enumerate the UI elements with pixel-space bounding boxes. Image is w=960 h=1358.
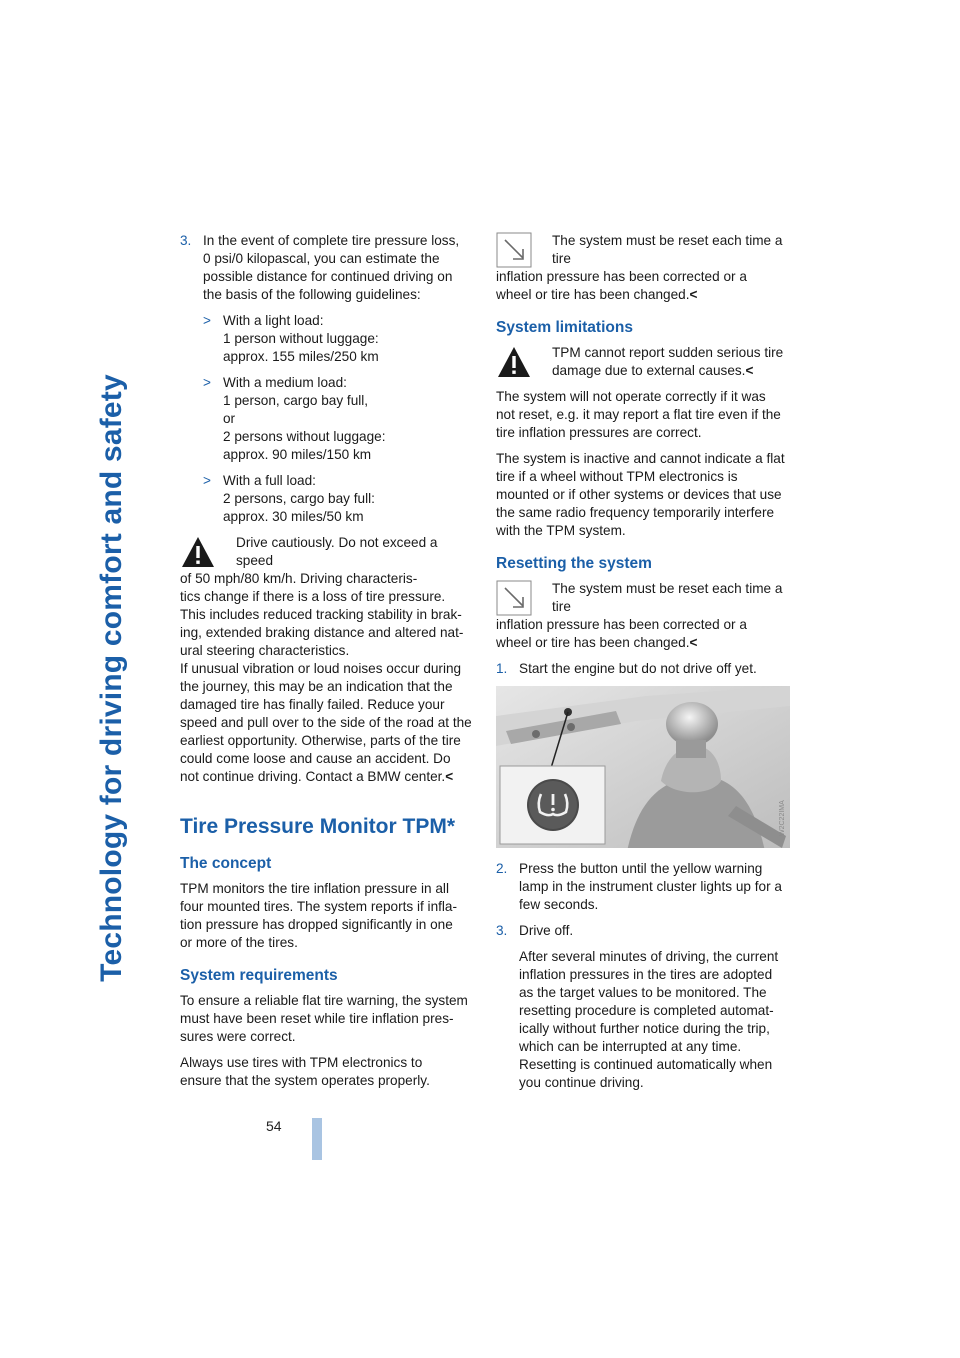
limitations-paragraph-2 [496, 450, 790, 540]
text-line: earliest opportunity. Otherwise, parts of the tire [180, 733, 461, 748]
text-line: TPM cannot report sudden serious tire [552, 345, 784, 360]
text-last: damage due to external causes. [552, 363, 746, 378]
text-line: With a light load: [223, 313, 324, 328]
text-line: 1 person, cargo bay full, [223, 393, 369, 408]
page-number: 54 [266, 1118, 282, 1134]
text-last: wheel or tire has been changed. [496, 287, 690, 302]
text-line: ensure that the system operates properly. [180, 1073, 430, 1088]
text-line: tire if a wheel without TPM electronics is [496, 469, 738, 484]
text-line: This includes reduced tracking stability in brak- [180, 607, 462, 622]
text-last: not continue driving. Contact a BMW center. [180, 769, 446, 784]
text-line-last [180, 768, 474, 786]
text-line: as the target values to be monitored. The [519, 985, 767, 1000]
end-mark: < [689, 287, 698, 302]
heading-limitations: System limitations [496, 319, 633, 336]
text-line: inflation pressure has been corrected or a [496, 269, 747, 284]
text-line: With a full load: [223, 473, 316, 488]
text-line: sures were correct. [180, 1029, 296, 1044]
right-column [496, 232, 790, 1100]
concept-paragraph [180, 880, 474, 952]
text-line: must have been reset while tire inflation pres- [180, 1011, 454, 1026]
text-line: mounted or if other systems or devices that use [496, 487, 782, 502]
text-line: approx. 155 miles/250 km [223, 349, 379, 364]
step-number: 1. [496, 661, 508, 676]
warning-sudden-damage [496, 344, 790, 380]
text-line: Start the engine but do not drive off yet. [519, 661, 757, 676]
text-line: After several minutes of driving, the current [519, 949, 779, 964]
warning-triangle-icon [180, 534, 216, 570]
step-3-distance [180, 232, 474, 304]
text-line: possible distance for continued driving on [203, 269, 453, 284]
reset-step-3 [496, 922, 790, 1092]
bullet-marker: > [203, 313, 211, 328]
text-line: The system must be reset each time a tire [552, 581, 783, 614]
text-line: approx. 30 miles/50 km [223, 509, 364, 524]
reset-step-2 [496, 860, 790, 914]
left-column [180, 232, 474, 1098]
text-line: or more of the tires. [180, 935, 298, 950]
text-line: The system must be reset each time a tire [552, 233, 783, 266]
bullet-marker: > [203, 375, 211, 390]
text-line: with the TPM system. [496, 523, 626, 538]
note-arrow-icon [496, 232, 532, 268]
bullet-light-load [203, 312, 474, 366]
text-line: The system is inactive and cannot indicate a flat [496, 451, 785, 466]
text-line: tics change if there is a loss of tire pressure. [180, 589, 446, 604]
text-line: approx. 90 miles/150 km [223, 447, 372, 462]
heading-concept: The concept [180, 855, 272, 872]
text-line: 0 psi/0 kilopascal, you can estimate the [203, 251, 440, 266]
text-line: few seconds. [519, 897, 599, 912]
text-line: which can be interrupted at any time. [519, 1039, 742, 1054]
text-line: inflation pressures in the tires are adopted [519, 967, 773, 982]
text-line: In the event of complete tire pressure loss, [203, 233, 460, 248]
end-mark: < [745, 363, 754, 378]
text-line: ically without further notice during the trip, [519, 1021, 770, 1036]
reset-step-1 [496, 660, 790, 678]
text-line: lamp in the instrument cluster lights up for a [519, 879, 782, 894]
text-line: If unusual vibration or loud noises occur during [180, 661, 462, 676]
text-line: resetting procedure is completed automat- [519, 1003, 774, 1018]
photo-code: W2C22IMA [779, 800, 786, 836]
text-line: ing, extended braking distance and altered nat- [180, 625, 464, 640]
text-line: 2 persons without luggage: [223, 429, 386, 444]
text-line: Drive off. [519, 923, 574, 938]
requirements-paragraph-1 [180, 992, 474, 1046]
text-line: Press the button until the yellow warning [519, 861, 763, 876]
bullet-medium-load [203, 374, 474, 464]
bullet-full-load [203, 472, 474, 526]
warning-triangle-icon [496, 344, 532, 380]
text-line: ural steering characteristics. [180, 643, 350, 658]
text-line: 2 persons, cargo bay full: [223, 491, 375, 506]
text-line: or [223, 411, 236, 426]
side-title-text: Technology for driving comfort and safety [95, 374, 128, 982]
step-number: 2. [496, 861, 508, 876]
heading-requirements: System requirements [180, 967, 338, 984]
text-line: TPM monitors the tire inflation pressure in all [180, 881, 449, 896]
step-number: 3. [496, 923, 508, 938]
text-line-last [496, 286, 790, 304]
text-line: the basis of the following guidelines: [203, 287, 421, 302]
text-line: inflation pressure has been corrected or a [496, 617, 747, 632]
text-line: of 50 mph/80 km/h. Driving characteris- [180, 571, 418, 586]
end-mark: < [445, 769, 454, 784]
step-number: 3. [180, 233, 192, 248]
note-reset-required-2 [496, 580, 790, 652]
text-line: tion pressure has dropped significantly in one [180, 917, 453, 932]
text-line: With a medium load: [223, 375, 347, 390]
heading-tpm: Tire Pressure Monitor TPM* [180, 815, 456, 838]
text-line-last [496, 634, 790, 652]
text-line: speed and pull over to the side of the road at the [180, 715, 472, 730]
end-mark: < [689, 635, 698, 650]
text-line: not reset, e.g. it may report a flat tire even if the [496, 407, 781, 422]
text-line: damaged tire has finally failed. Reduce your [180, 697, 445, 712]
text-line: tire inflation pressures are correct. [496, 425, 702, 440]
note-reset-required [496, 232, 790, 304]
text-line: Resetting is continued automatically when [519, 1057, 773, 1072]
text-line: Always use tires with TPM electronics to [180, 1055, 423, 1070]
text-line: To ensure a reliable flat tire warning, the system [180, 993, 468, 1008]
page-number-bar [312, 1118, 322, 1160]
text-line: the same radio frequency temporarily interfere [496, 505, 775, 520]
bullet-marker: > [203, 473, 211, 488]
text-line: could come loose and cause an accident. Do [180, 751, 451, 766]
text-line: you continue driving. [519, 1075, 644, 1090]
note-arrow-icon [496, 580, 532, 616]
heading-resetting: Resetting the system [496, 555, 652, 572]
warning-drive-cautiously [180, 534, 474, 786]
text-line: the journey, this may be an indication that the [180, 679, 453, 694]
requirements-paragraph-2 [180, 1054, 474, 1090]
limitations-paragraph-1 [496, 388, 790, 442]
text-line: four mounted tires. The system reports if infla- [180, 899, 458, 914]
text-last: wheel or tire has been changed. [496, 635, 690, 650]
console-photo [496, 686, 790, 848]
text-line-last [496, 362, 790, 380]
text-line: 1 person without luggage: [223, 331, 379, 346]
text-line: Drive cautiously. Do not exceed a speed [236, 535, 438, 568]
text-line: The system will not operate correctly if it was [496, 389, 766, 404]
